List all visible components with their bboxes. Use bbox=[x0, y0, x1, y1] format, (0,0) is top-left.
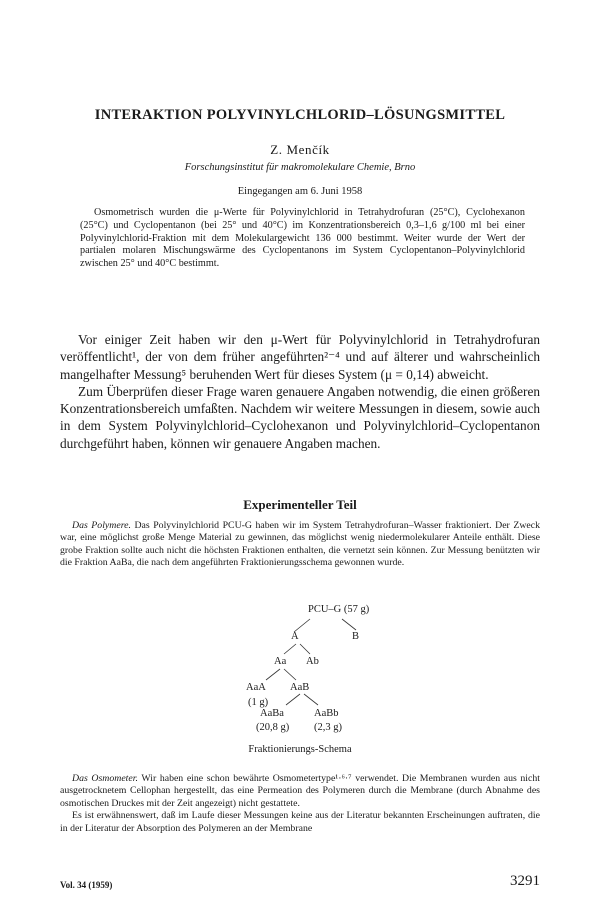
osmometer-text: Wir haben eine schon bewährte Osmometertype¹·⁶·⁷ verwendet. Die Membranen wurden aus nicht ausgetrocknetem Cellophan hergestellt, das eine Permeation des Polymeren durch die Membrane (durch Abnahme des osmotischen Druckes mit der Zeit angezeigt) nicht gestattete. bbox=[60, 773, 540, 809]
article-title: INTERAKTION POLYVINYLCHLORID–LÖSUNGSMITTEL bbox=[94, 107, 506, 123]
scheme-caption: Fraktionierungs-Schema bbox=[248, 744, 352, 755]
node-a: A bbox=[291, 631, 299, 642]
page-number: 3291 bbox=[510, 873, 540, 889]
intro-paragraph: Zum Überprüfen dieser Frage waren genauere Angaben notwendig, die einen größeren Konzentrationsbereich umfaßten. Nachdem wir weitere Messungen in diesem, sowie auch in dem System Polyvinylchlorid–Cyclohexanon und Polyvinylchlorid–Cyclopentanon durchgeführt haben, können wir genauere Angaben machen. bbox=[60, 383, 540, 451]
node-aa: Aa bbox=[274, 656, 287, 667]
node-aaa-mass: (1 g) bbox=[248, 697, 269, 708]
intro-paragraph: Vor einiger Zeit haben wir den μ-Wert für Polyvinylchlorid in Tetrahydrofuran veröffentlicht¹, der von dem früher angeführten²⁻⁴ und auf älterer und wahrscheinlich mangelhafter Messung⁵ beruhenden Wert für dieses System (μ = 0,14) abweicht. bbox=[60, 332, 540, 382]
node-aabb: AaBb bbox=[314, 708, 339, 719]
last-paragraph: Es ist erwähnenswert, daß im Laufe dieser Messungen keine aus der Literatur bekannten Erscheinungen auftraten, die in der Literatur der Absorption des Polymeren an der Membrane bbox=[60, 810, 540, 834]
osmometer-label: Das Osmometer. bbox=[72, 773, 138, 784]
polymer-label: Das Polymere. bbox=[72, 520, 131, 531]
node-b: B bbox=[352, 631, 360, 642]
abstract: Osmometrisch wurden die μ-Werte für Polyvinylchlorid in Tetrahydrofuran (25°C), Cyclohexanon (25°C) und Cyclopentanon (bei 25° und 40°C) im Konzentrationsbereich 0,3–1,6 g/100 ml bei einer Polyvinylchlorid-Fraktion mit dem Molekulargewicht 136 000 bestimmt. Weiter wurde der Wert der partialen molaren Mischungswärme des Cyclopentanons im System Cyclopentanon–Polyvinylchlorid zwischen 25° und 40°C bestimmt. bbox=[80, 207, 525, 270]
node-aaba: AaBa bbox=[260, 708, 284, 719]
affiliation: Forschungsinstitut für makromolekulare Chemie, Brno bbox=[184, 162, 416, 173]
experimental-text bbox=[60, 773, 540, 835]
received-date: Eingegangen am 6. Juni 1958 bbox=[237, 186, 363, 197]
author-name: Z. Menčík bbox=[270, 142, 330, 157]
node-aaba-mass: (20,8 g) bbox=[256, 722, 290, 733]
polymer-paragraph bbox=[60, 520, 540, 570]
scheme-lines bbox=[230, 600, 390, 750]
volume-footer: Vol. 34 (1959) bbox=[60, 880, 113, 890]
node-root: PCU–G (57 g) bbox=[308, 604, 370, 615]
node-aaa: AaA bbox=[246, 682, 266, 693]
introduction bbox=[60, 331, 540, 452]
node-aabb-mass: (2,3 g) bbox=[314, 722, 342, 733]
section-heading: Experimenteller Teil bbox=[243, 497, 357, 512]
node-ab: Ab bbox=[306, 656, 319, 667]
osmometer-paragraph bbox=[60, 773, 540, 810]
polymer-text: Das Polyvinylchlorid PCU-G haben wir im System Tetrahydrofuran–Wasser fraktioniert. Der Zweck war, eine möglichst große Menge Material zu gewinnen, das möglichst wenig niedermolekularer Anteile enthält. Diese grobe Fraktion sollte auch nicht die höchsten Fraktionen enthalten, die vernetzt sein können. Zur Messung benützten wir die Fraktion AaBa, die nach dem angeführten Fraktionierungsschema gewonnen wurde. bbox=[60, 520, 540, 569]
node-aab: AaB bbox=[290, 682, 310, 693]
fractionation-scheme bbox=[230, 600, 390, 750]
